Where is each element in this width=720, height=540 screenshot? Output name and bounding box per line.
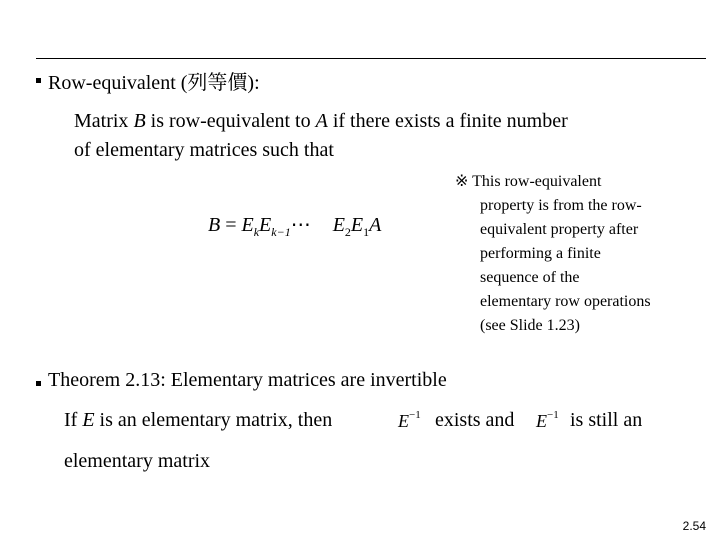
eq-ek1: E bbox=[259, 214, 272, 236]
eq-e1: E bbox=[350, 214, 364, 236]
theorem-statement-pre bbox=[64, 409, 332, 432]
definition-post: if there exists a finite number bbox=[327, 110, 568, 132]
eq-sub-k: k bbox=[253, 225, 260, 239]
note-line-7: (see Slide 1.23) bbox=[480, 317, 580, 334]
eq-sign: = bbox=[220, 214, 242, 236]
eq-sub-k1: k−1 bbox=[271, 225, 291, 239]
note-line-4: performing a finite bbox=[480, 245, 601, 262]
note-line-6: elementary row operations bbox=[480, 293, 651, 310]
var-a: A bbox=[315, 110, 328, 132]
theorem-pre: If bbox=[64, 409, 83, 431]
bullet-icon bbox=[36, 381, 41, 386]
definition-mid: is row-equivalent to bbox=[145, 110, 316, 132]
theorem-line2: elementary matrix bbox=[64, 450, 211, 472]
note-line-3: equivalent property after bbox=[480, 221, 639, 238]
inverse-expression-2 bbox=[536, 409, 559, 432]
note-line-5: sequence of the bbox=[480, 269, 580, 286]
eq-sub-2: 2 bbox=[344, 225, 351, 239]
eq-lhs: B bbox=[208, 214, 221, 236]
side-note bbox=[455, 170, 651, 338]
var-b: B bbox=[133, 110, 146, 132]
var-e: E bbox=[82, 409, 95, 431]
eq-a: A bbox=[369, 214, 382, 236]
note-line-2: property is from the row- bbox=[480, 197, 642, 214]
theorem-heading: Theorem 2.13: Elementary matrices are invertible bbox=[48, 369, 447, 391]
bullet-icon bbox=[36, 78, 41, 83]
definition-pre: Matrix bbox=[74, 110, 134, 132]
inverse-exp-2: −1 bbox=[547, 409, 559, 421]
eq-sub-1: 1 bbox=[363, 225, 370, 239]
eq-dots: ⋯ bbox=[290, 214, 311, 236]
inverse-exp-1: −1 bbox=[409, 409, 421, 421]
row-equivalence-equation bbox=[208, 212, 381, 240]
page-number: 2.54 bbox=[682, 519, 706, 533]
note-line-1: ※ This row-equivalent bbox=[455, 173, 602, 190]
inverse-base-2: E bbox=[536, 411, 547, 431]
definition-text bbox=[74, 107, 568, 165]
theorem-exists: exists and bbox=[435, 409, 515, 431]
definition-line2: of elementary matrices such that bbox=[74, 139, 334, 161]
eq-ek: E bbox=[241, 214, 254, 236]
section-heading-row-equivalent: Row-equivalent (列等價): bbox=[48, 72, 260, 94]
theorem-mid: is an elementary matrix, then bbox=[94, 409, 333, 431]
eq-e2: E bbox=[332, 214, 345, 236]
inverse-base-1: E bbox=[398, 411, 409, 431]
inverse-expression-1 bbox=[398, 409, 421, 432]
title-divider bbox=[36, 58, 706, 59]
theorem-still: is still an bbox=[570, 409, 643, 431]
